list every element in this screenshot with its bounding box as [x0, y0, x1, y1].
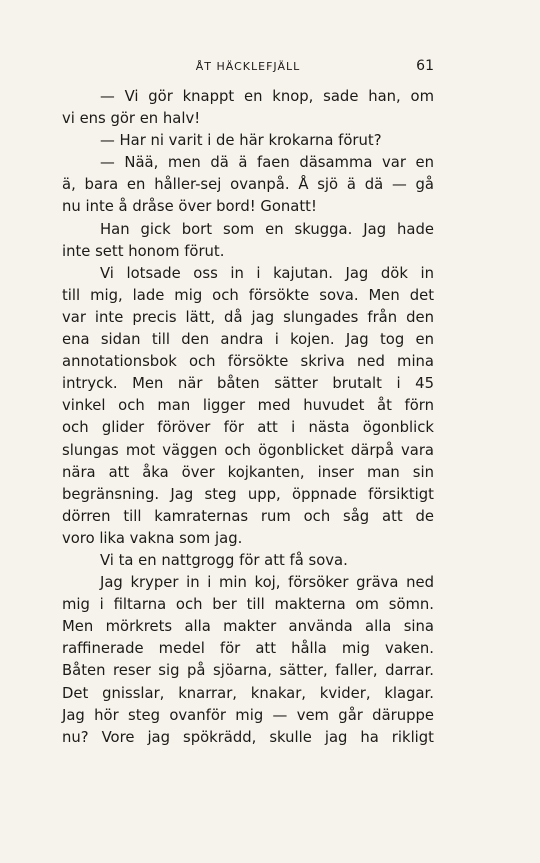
- text-line: till mig, lade mig och försökte sova. Men det: [62, 286, 434, 304]
- text-line: Men mörkrets alla makter använda alla sina: [62, 618, 434, 636]
- text-line: slungas mot väggen och ögonblicket därpå vara: [62, 441, 434, 459]
- text-line: Han gick bort som en skugga. Jag hade: [100, 220, 434, 238]
- text-line: Vi ta en nattgrogg för att få sova.: [100, 551, 348, 569]
- page-header: [62, 58, 434, 78]
- text-line: Jag hör steg ovanför mig — vem går däruppe: [62, 706, 434, 724]
- text-line: nu inte å dråse över bord! Gonatt!: [62, 198, 317, 216]
- text-line: Det gnisslar, knarrar, knakar, kvider, klagar.: [62, 684, 434, 702]
- page-number: 61: [416, 58, 434, 74]
- text-line: mig i filtarna och ber till makterna om sömn.: [62, 596, 434, 614]
- text-line: — Nää, men dä ä faen däsamma var en: [100, 154, 434, 172]
- text-line: begränsning. Jag steg upp, öppnade försiktigt: [62, 485, 434, 503]
- text-line: dörren till kamraternas rum och såg att de: [62, 507, 434, 525]
- text-line: nära att åka över kojkanten, inser man sin: [62, 463, 434, 481]
- text-line: — Har ni varit i de här krokarna förut?: [100, 132, 382, 150]
- text-line: raffinerade medel för att hålla mig vaken.: [62, 640, 434, 658]
- text-line: nu? Vore jag spökrädd, skulle jag ha rikligt: [62, 728, 434, 746]
- text-line: Jag kryper in i min koj, försöker gräva ned: [100, 574, 434, 592]
- text-line: vinkel och man ligger med huvudet åt förn: [62, 397, 434, 415]
- text-line: inte sett honom förut.: [62, 242, 225, 260]
- text-line: — Vi gör knappt en knop, sade han, om: [100, 88, 434, 105]
- running-head: ÅT HÄCKLEFJÄLL: [195, 60, 301, 73]
- text-line: ena sidan till den andra i kojen. Jag tog en: [62, 331, 434, 349]
- text-line: annotationsbok och försökte skriva ned mina: [62, 353, 434, 371]
- text-line: Vi lotsade oss in i kajutan. Jag dök in: [100, 264, 434, 282]
- text-line: ä, bara en håller-sej ovanpå. Å sjö ä dä — gå: [62, 176, 434, 194]
- text-line: vi ens gör en halv!: [62, 110, 201, 128]
- text-line: intryck. Men när båten sätter brutalt i 45: [62, 375, 434, 393]
- text-line: Båten reser sig på sjöarna, sätter, faller, darrar.: [62, 662, 434, 680]
- text-line: var inte precis lätt, då jag slungades från den: [62, 308, 434, 326]
- text-line: voro lika vakna som jag.: [62, 529, 243, 547]
- body-text: [62, 86, 434, 749]
- text-line: och glider föröver för att i nästa ögonblick: [62, 419, 434, 437]
